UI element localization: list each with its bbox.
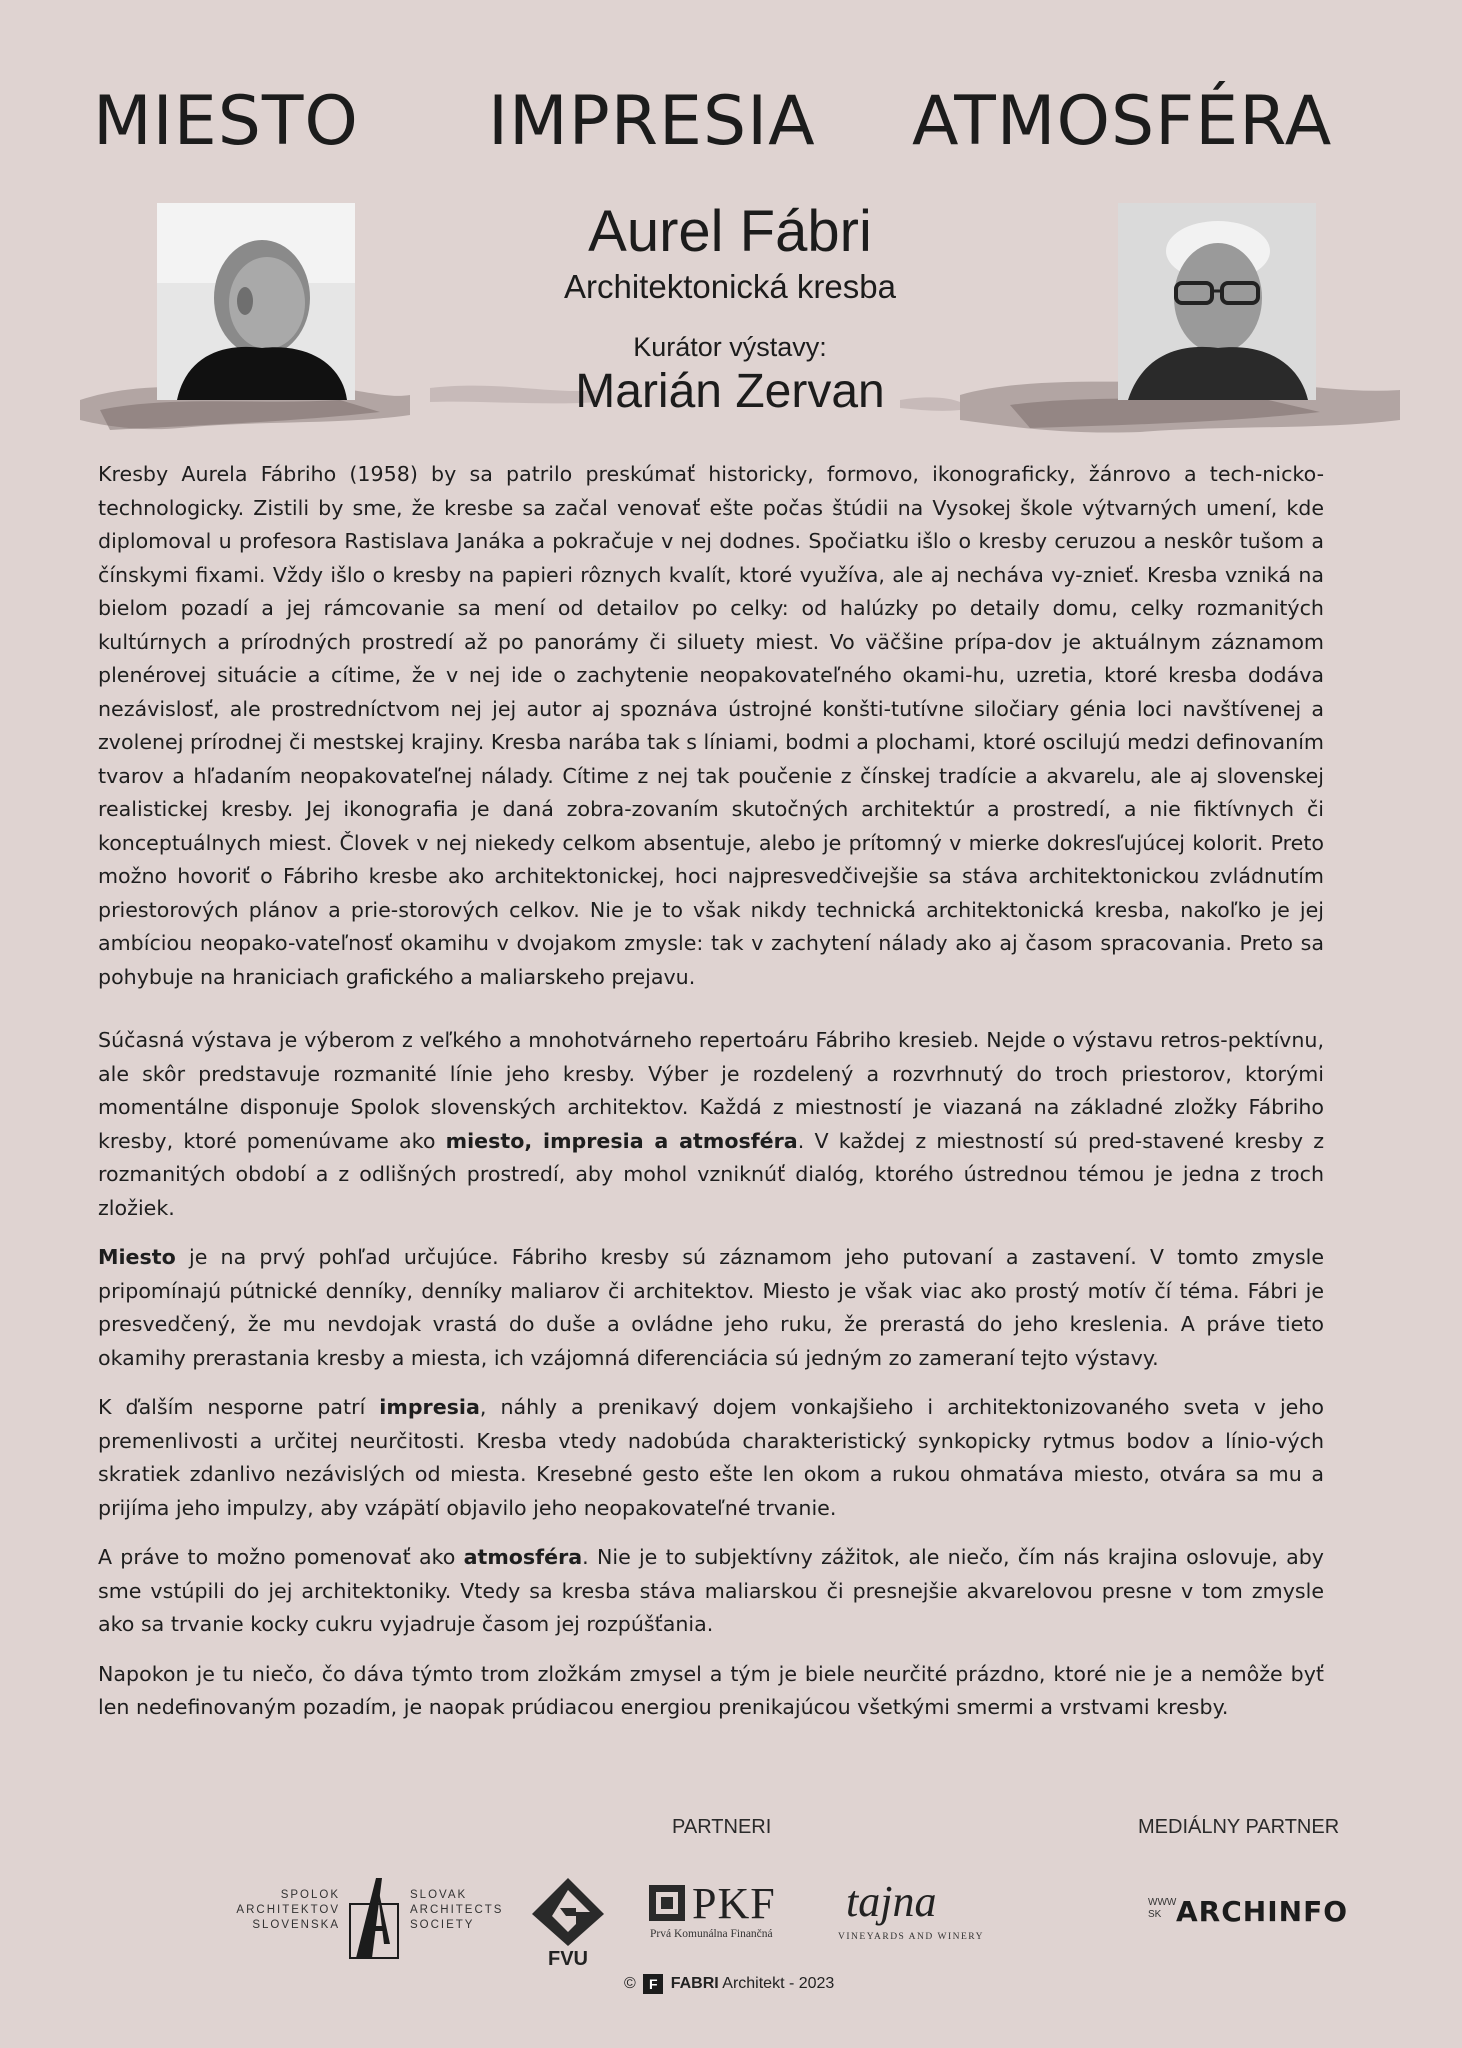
bold-span: Miesto: [98, 1245, 176, 1269]
tajna-logo: [838, 1876, 998, 1966]
exhibition-headline: [0, 82, 1462, 172]
ssa-line: ARCHITEKTOV: [236, 1904, 340, 1916]
tajna-subtitle: VINEYARDS AND WINERY: [838, 1932, 984, 1942]
paragraph-exhibition: [98, 1024, 1324, 1225]
ssa-english-name: [410, 1888, 520, 1933]
ssa-line: SPOLOK: [280, 1889, 340, 1901]
text-span: , náhly a prenikavý dojem vonkajšieho i architektonizovaného sveta v jeho premenlivosti a určitej neurčitosti. Kresba vtedy nadobúda charakteristický synkopicky rytmus bodov a línio-vých skratiek zdanlivo nezávislých od miesta. Kresebné gesto ešte len okom a rukou ohmatáva miesto, otvára sa mu a prijíma jeho impulzy, aby vzápätí objavilo jeho neopakovateľné trvanie.: [98, 1395, 1324, 1520]
fvu-text: FVU: [548, 1948, 588, 1970]
artist-name: Aurel Fábri: [588, 199, 872, 264]
curator-name: Marián Zervan: [575, 365, 885, 418]
archinfo-www: [1148, 1897, 1176, 1921]
text-span: K ďalším nesporne patrí: [98, 1395, 380, 1419]
pkf-square-icon: [648, 1884, 686, 1922]
bold-span: miesto, impresia a atmosféra: [445, 1128, 798, 1153]
paragraph-conclusion: Napokon je tu niečo, čo dáva týmto trom zložkám zmysel a tým je biele neurčité prázdno, ktoré nie je a nemôže byť len nedefinovaným pozadím, je naopak prúdiacou energiou prenikajúcou všetkými smermi a vrstvami kresby.: [98, 1661, 1324, 1719]
bold-span: atmosféra: [463, 1545, 583, 1569]
copyright-text: Architekt - 2023: [722, 1975, 835, 1993]
paragraph-atmosfera: [98, 1541, 1324, 1642]
archinfo-www-line: SK: [1148, 1909, 1162, 1920]
ssa-line: ARCHITECTS: [410, 1904, 504, 1916]
copyright-brand: FABRI: [670, 1975, 719, 1993]
exhibition-text: [98, 458, 1324, 1725]
ssa-a-mark-icon: [346, 1874, 404, 1960]
ssa-logo: [228, 1874, 518, 1960]
archinfo-www-line: WWW: [1148, 1897, 1177, 1908]
tajna-name: tajna: [846, 1877, 937, 1926]
text-span: je na prvý pohľad určujúce. Fábriho kresby sú záznamom jeho putovaní a zastavení. V tomto zmysle pripomínajú pútnické denníky, denníky maliarov či architektov. Miesto je však viac ako prostý motív čí téma. Fábri je presvedčený, že mu nevdojak vrastá do duše a ovládne jeho ruku, že prerastá do jeho kreslenia. A práve tieto okamihy prerastania kresby a miesta, ich vzájomná diferenciácia sú jedným zo zameraní tejto výstavy.: [98, 1245, 1324, 1370]
ssa-line: SOCIETY: [410, 1919, 475, 1931]
pkf-logo: [648, 1879, 796, 1944]
ssa-line: SLOVAK: [410, 1889, 468, 1901]
text-span: . V každej z miestností sú pred-stavené kresby z rozmanitých období a z odlišných prostredí, aby mohol vzniknúť dialóg, ktorého ústrednou témou je jedna z troch zložiek.: [98, 1128, 1324, 1220]
copyright-line: [624, 1974, 834, 1994]
text-span: Súčasná výstava je výberom z veľkého a mnohotvárneho repertoáru Fábriho kresieb. Nejde o výstavu retros-pektívnu, ale skôr predstavuje rozmanité línie jeho kresby. Výber je rozdelený a rozvrhnutý do troch priestorov, ktorými momentálne disponuje Spolok slovenských architektov. Každá z miestností je viazaná na základné zložky Fábriho kresby, ktoré pomenúvame ako: [98, 1028, 1324, 1153]
text-span: A práve to možno pomenovať ako: [98, 1545, 464, 1569]
pkf-name: PKF: [692, 1879, 776, 1928]
ssa-line: SLOVENSKA: [252, 1919, 340, 1931]
curator-portrait-photo: [1118, 203, 1316, 400]
paragraph-intro: Kresby Aurela Fábriho (1958) by sa patrilo preskúmať historicky, formovo, ikonograficky, žánrovo a tech-nicko-technologicky. Zistili by sme, že kresbe sa začal venovať ešte počas štúdii na Vysokej škole výtvarných umení, kde diplomoval u profesora Rastislava Janáka a pokračuje v nej dodnes. Spočiatku išlo o kresby ceruzou a neskôr tušom a čínskymi fixami. Vždy išlo o kresby na papieri rôznych kvalít, ktoré využíva, ale aj nechávа vy-znieť. Kresba vzniká na bielom pozadí a jej rámcovanie sa mení od detailov po celky: od halúzky po detaily domu, celky rozmanitých kultúrnych a prírodných prostredí až po panorámy či siluety miest. Vo väčšine prípa-dov je aktuálnym záznamom plenérovej situácie a cítime, že v nej ide o zachytenie neopakovateľného okami-hu, uzretia, ktoré kresba dodáva nezávislosť, ale prostredníctvom nej jej autor aj spoznáva ústrojné konšti-tutívne siločiary génia loci navštívenej a zvolenej prírodnej či mestskej krajiny. Kresba narába tak s líniami, bodmi a plochami, ktoré oscilujú medzi definovaním tvarov a hľadaním neopakovateľnej nálady. Cítime z nej tak poučenie z čínskej tradície a akvarelu, ale aj slovenskej realistickej kresby. Jej ikonografia je daná zobra-zovaním skutočných architektúr a prostredí, a nie fiktívnych či konceptuálnych miest. Človek v nej niekedy celkom absentuje, alebo je prítomný v mierke dokresľujúcej kolorit. Preto možno hovoriť o Fábriho kresbe ako architektonickej, hoci najpresvedčivejšie sa stáva architektonickou zvládnutím priestorových plánov a prie-storových celkov. Nie je to však nikdy technická architektonická kresba, nakoľko je jej ambíciou neopako-vateľnosť okamihu v dvojakom zmysle: tak v zachytení nálady ako aj časom spracovania. Preto sa pohybuje na hraniciach grafického a maliarskeho prejavu.: [98, 462, 1324, 989]
fvu-logo: [530, 1876, 606, 1976]
fvu-diamond-icon: [530, 1876, 606, 1948]
headline-word-atmosfera: ATMOSFÉRA: [912, 82, 1333, 161]
paragraph-miesto: [98, 1241, 1324, 1375]
ssa-slovak-name: [228, 1888, 340, 1933]
partners-label: PARTNERI: [672, 1816, 772, 1838]
media-partner-label: MEDIÁLNY PARTNER: [1138, 1816, 1340, 1838]
artist-portrait-photo: [157, 203, 355, 400]
artist-subtitle: Architektonická kresba: [564, 268, 896, 305]
archinfo-logo: [1148, 1895, 1348, 1935]
bold-span: impresia: [379, 1395, 480, 1419]
fabri-f-icon: F: [643, 1974, 663, 1994]
headline-word-impresia: IMPRESIA: [488, 82, 816, 161]
headline-word-miesto: MIESTO: [93, 82, 359, 161]
text-span: . Nie je to subjektívny zážitok, ale niečo, čím nás krajina oslovuje, aby sme vstúpili do jej architektoniky. Vtedy sa kresba stáva maliarskou či presnejšie akvarelovou presne v tom zmysle ako sa trvanie kocky cukru vyjadruje časom jej rozpúšťania.: [98, 1545, 1324, 1636]
pkf-subtitle: Prvá Komunálna Finančná: [650, 1928, 773, 1940]
curator-label: Kurátor výstavy:: [633, 332, 827, 362]
copyright-symbol: ©: [624, 1975, 636, 1993]
paragraph-impresia: [98, 1391, 1324, 1525]
archinfo-name: ARCHINFO: [1176, 1895, 1348, 1928]
